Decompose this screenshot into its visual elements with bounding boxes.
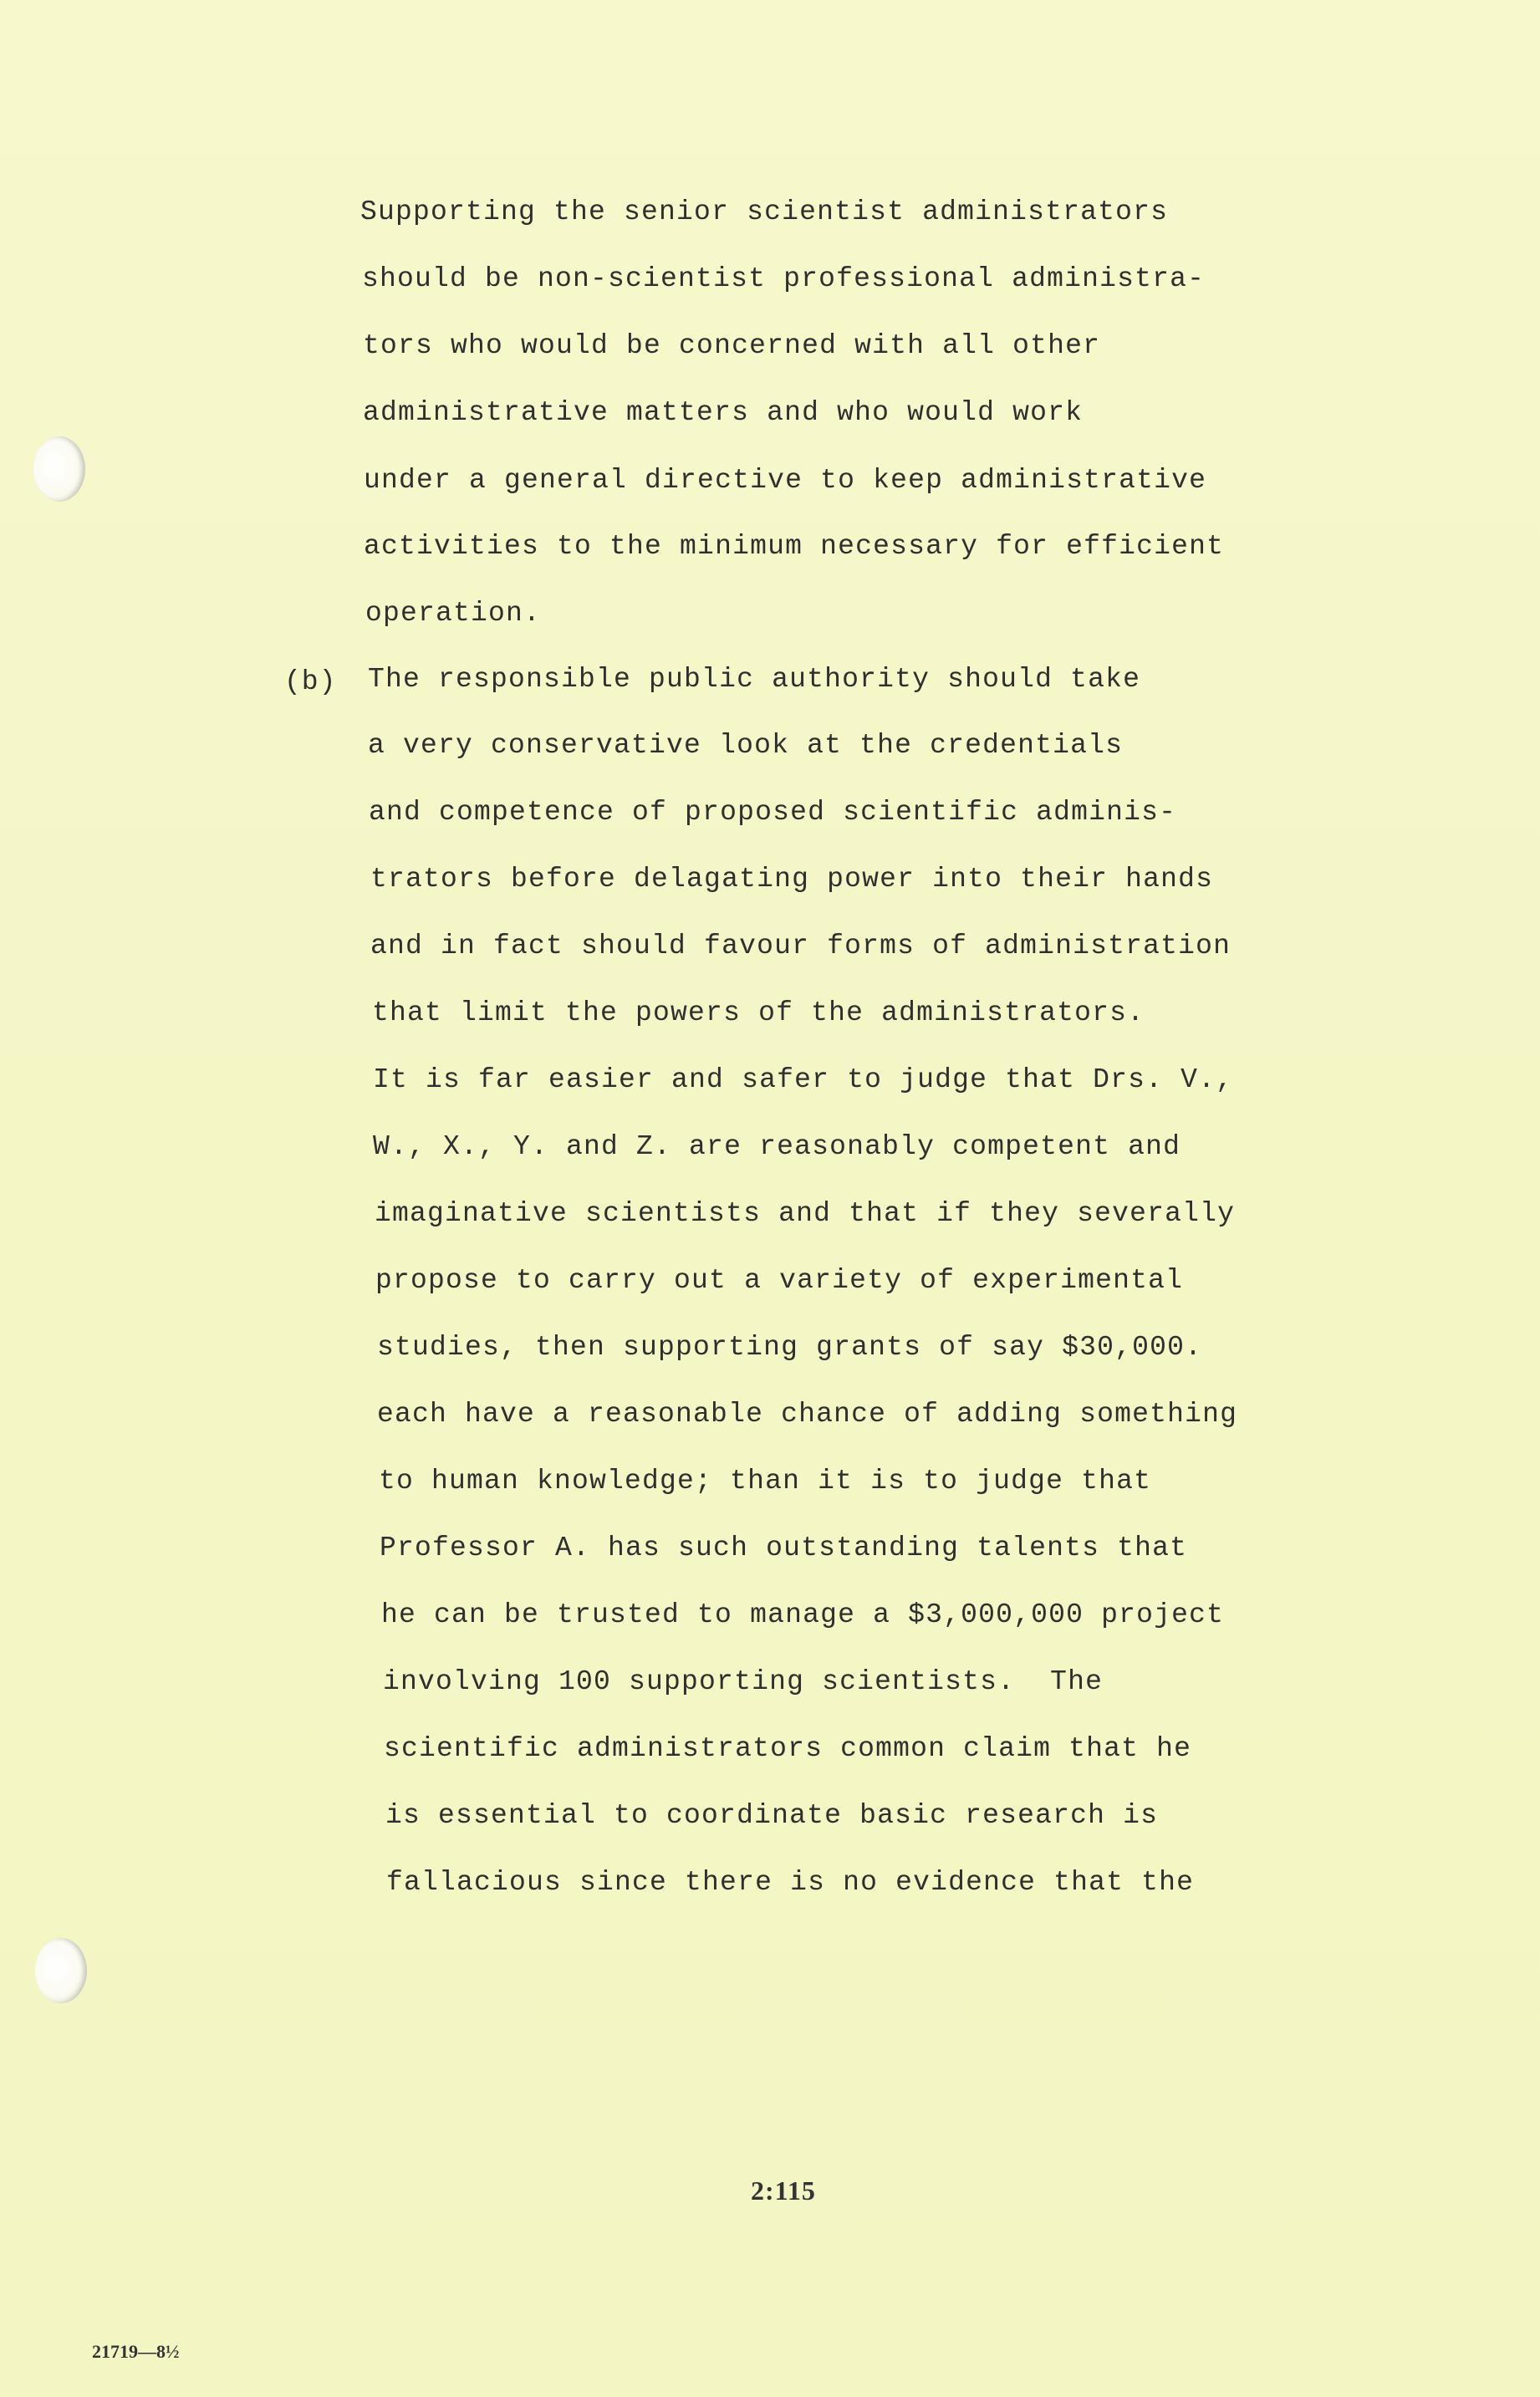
text-line: he can be trusted to manage a $3,000,000 project: [381, 1599, 1225, 1630]
punch-hole-top: [33, 436, 85, 502]
text-line: Professor A. has such outstanding talents that: [380, 1533, 1188, 1563]
text-line: scientific administrators common claim that he: [384, 1733, 1192, 1764]
text-line: operation.: [365, 598, 542, 629]
text-line: is essential to coordinate basic research is: [385, 1800, 1159, 1831]
text-line: under a general directive to keep administrative: [364, 465, 1207, 496]
text-line: that limit the powers of the administrators.: [372, 997, 1145, 1028]
text-line: studies, then supporting grants of say $30,000.: [377, 1332, 1203, 1363]
text-line: The responsible public authority should take: [368, 664, 1141, 695]
paragraph-marker-b: (b): [284, 666, 337, 697]
footer-code: 21719—8½: [92, 2341, 180, 2362]
text-line: trators before delagating power into their hands: [370, 864, 1214, 895]
text-line: tors who would be concerned with all other: [363, 330, 1101, 361]
text-line: and in fact should favour forms of administration: [370, 931, 1231, 961]
text-line: to human knowledge; than it is to judge that: [379, 1466, 1152, 1497]
text-line: each have a reasonable chance of adding something: [377, 1399, 1238, 1430]
text-line: should be non-scientist professional administra-: [362, 263, 1206, 294]
text-line: activities to the minimum necessary for efficient: [364, 531, 1225, 562]
text-line: It is far easier and safer to judge that Drs. V.,: [373, 1064, 1234, 1095]
punch-hole-bottom: [35, 1938, 87, 2003]
text-line: administrative matters and who would work: [363, 397, 1084, 428]
text-line: propose to carry out a variety of experimental: [375, 1265, 1184, 1296]
text-line: Supporting the senior scientist administrators: [360, 196, 1169, 227]
text-line: a very conservative look at the credentials: [368, 730, 1124, 761]
text-line: and competence of proposed scientific adminis-: [369, 797, 1177, 828]
text-line: W., X., Y. and Z. are reasonably competent and: [373, 1131, 1181, 1162]
text-line: imaginative scientists and that if they severally: [375, 1198, 1236, 1229]
text-line: involving 100 supporting scientists. The: [383, 1666, 1104, 1697]
page-number: 2:115: [751, 2175, 816, 2206]
text-line: fallacious since there is no evidence that the: [386, 1867, 1195, 1898]
